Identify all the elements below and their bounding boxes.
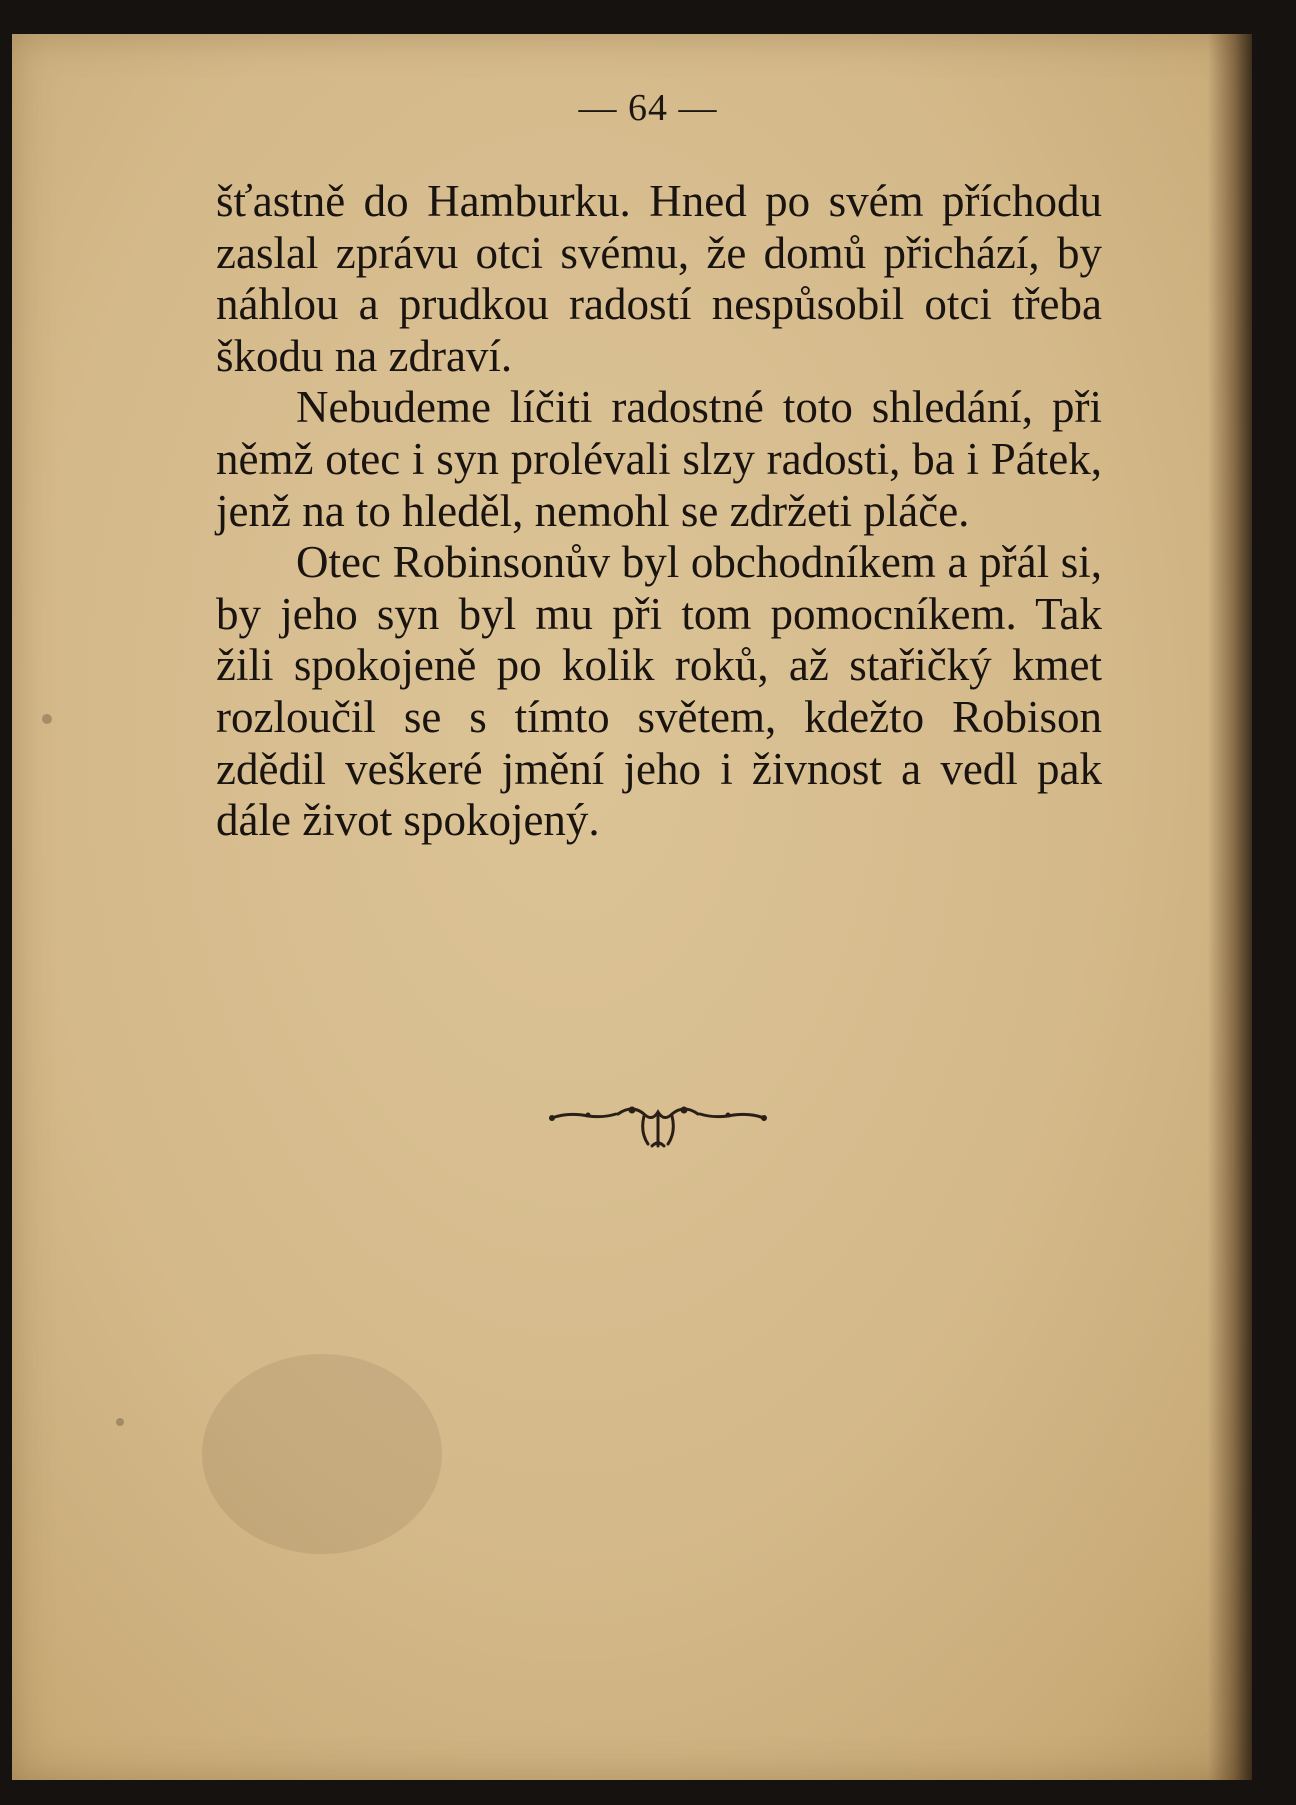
paper-stain — [116, 1418, 124, 1426]
paragraph: Otec Robinsonův byl obchodníkem a přál si, by jeho syn byl mu při tom pomocníkem. Tak žili spokojeně po kolik roků, až stařičký kmet rozloučil se s tímto světem, kdežto Robison zdědil veškeré jmění jeho i živnost a vedl pak dále život spokojený. — [216, 537, 1102, 846]
page-number: — 64 — — [578, 87, 718, 129]
paragraph: Nebudeme líčiti radostné toto shledání, při němž otec i syn prolévali slzy radosti, ba i Pátek, jenž na to hleděl, nemohl se zdržeti pláče. — [216, 382, 1102, 536]
paper-stain — [202, 1354, 442, 1554]
page-spine-shadow — [1208, 34, 1252, 1780]
decorative-ornament — [548, 1100, 768, 1152]
body-text — [216, 176, 1102, 847]
paper-stain — [42, 714, 52, 724]
paragraph: šťastně do Hamburku. Hned po svém příchodu zaslal zprávu otci svému, že domů přichází, by náhlou a prudkou radostí nespůsobil otci třeba škodu na zdraví. — [216, 176, 1102, 381]
